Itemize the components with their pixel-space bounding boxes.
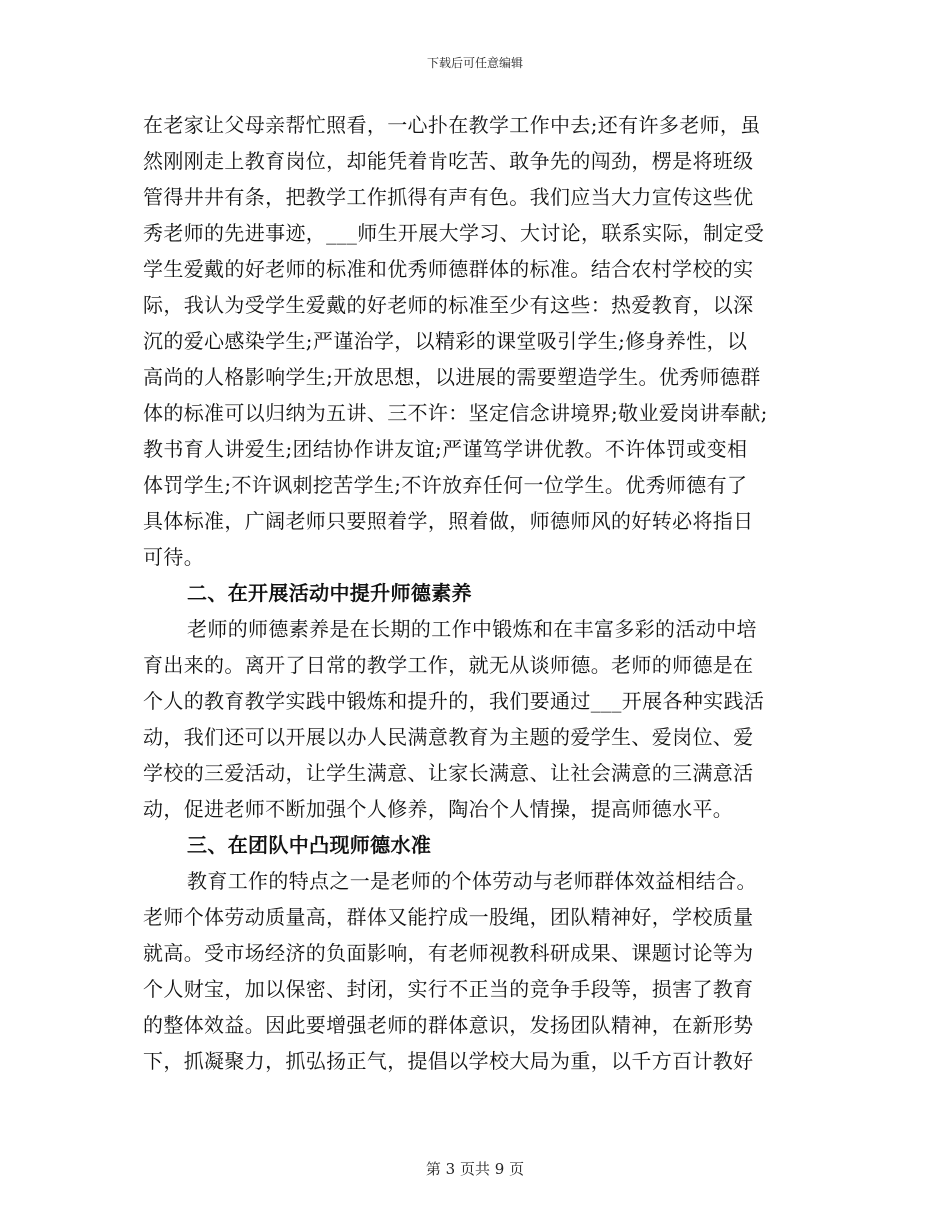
paragraph-line: 下，抓凝聚力，抓弘扬正气，提倡以学校大局为重，以千方百计教好 (143, 1049, 754, 1073)
paragraph-line: 动，我们还可以开展以办人民满意教育为主题的爱学生、爱岗位、爱 (143, 725, 754, 749)
paragraph-line: 在老家让父母亲帮忙照看，一心扑在教学工作中去;还有许多老师，虽 (143, 113, 761, 137)
paragraph-first-line: 教育工作的特点之一是老师的个体劳动与老师群体效益相结合。 (187, 869, 757, 893)
paragraph-line: 沉的爱心感染学生;严谨治学，以精彩的课堂吸引学生;修身养性，以 (143, 329, 748, 353)
paragraph-line: 的整体效益。因此要增强老师的群体意识，发扬团队精神，在新形势 (143, 1013, 754, 1037)
page-footer: 第 3 页共 9 页 (425, 1160, 525, 1178)
paragraph-line: 具体标准，广阔老师只要照着学，照着做，师德师风的好转必将指日 (143, 509, 754, 533)
paragraph-line: 学生爱戴的好老师的标准和优秀师德群体的标准。结合农村学校的实 (143, 257, 754, 281)
document-body (143, 107, 819, 1079)
page-header: 下载后可任意编辑 (426, 56, 523, 70)
section-heading: 三、在团队中凸现师德水准 (187, 833, 432, 857)
paragraph-line: 体的标准可以归纳为五讲、三不许：坚定信念讲境界;敬业爱岗讲奉献; (143, 401, 768, 425)
paragraph-line: 老师个体劳动质量高，群体又能拧成一股绳，团队精神好，学校质量 (143, 905, 754, 929)
paragraph-line: 育出来的。离开了日常的教学工作，就无从谈师德。老师的师德是在 (143, 653, 754, 677)
paragraph-line: 学校的三爱活动，让学生满意、让家长满意、让社会满意的三满意活 (143, 761, 754, 785)
paragraph-line: 管得井井有条，把教学工作抓得有声有色。我们应当大力宣传这些优 (143, 185, 754, 209)
section-heading: 二、在开展活动中提升师德素养 (187, 581, 472, 605)
paragraph-line: 个人的教育教学实践中锻炼和提升的，我们要通过___开展各种实践活 (143, 689, 765, 713)
paragraph-line: 动，促进老师不断加强个人修养，陶冶个人情操，提高师德水平。 (143, 797, 734, 821)
paragraph-line: 个人财宝，加以保密、封闭，实行不正当的竞争手段等，损害了教育 (143, 977, 754, 1001)
paragraph-line: 就高。受市场经济的负面影响，有老师视教科研成果、课题讨论等为 (143, 941, 754, 965)
paragraph-line: 秀老师的先进事迹，___师生开展大学习、大讨论，联系实际，制定受 (143, 221, 765, 245)
paragraph-line: 高尚的人格影响学生;开放思想，以进展的需要塑造学生。优秀师德群 (143, 365, 761, 389)
paragraph-line: 可待。 (143, 545, 205, 569)
paragraph-line: 体罚学生;不许讽刺挖苦学生;不许放弃任何一位学生。优秀师德有了 (143, 473, 748, 497)
paragraph-line: 然刚刚走上教育岗位，却能凭着肯吃苦、敢争先的闯劲，楞是将班级 (143, 149, 754, 173)
paragraph-line: 教书育人讲爱生;团结协作讲友谊;严谨笃学讲优教。不许体罚或变相 (143, 437, 748, 461)
paragraph-line: 际，我认为受学生爱戴的好老师的标准至少有这些：热爱教育，以深 (143, 293, 754, 317)
paragraph-first-line: 老师的师德素养是在长期的工作中锻炼和在丰富多彩的活动中培 (187, 617, 757, 641)
